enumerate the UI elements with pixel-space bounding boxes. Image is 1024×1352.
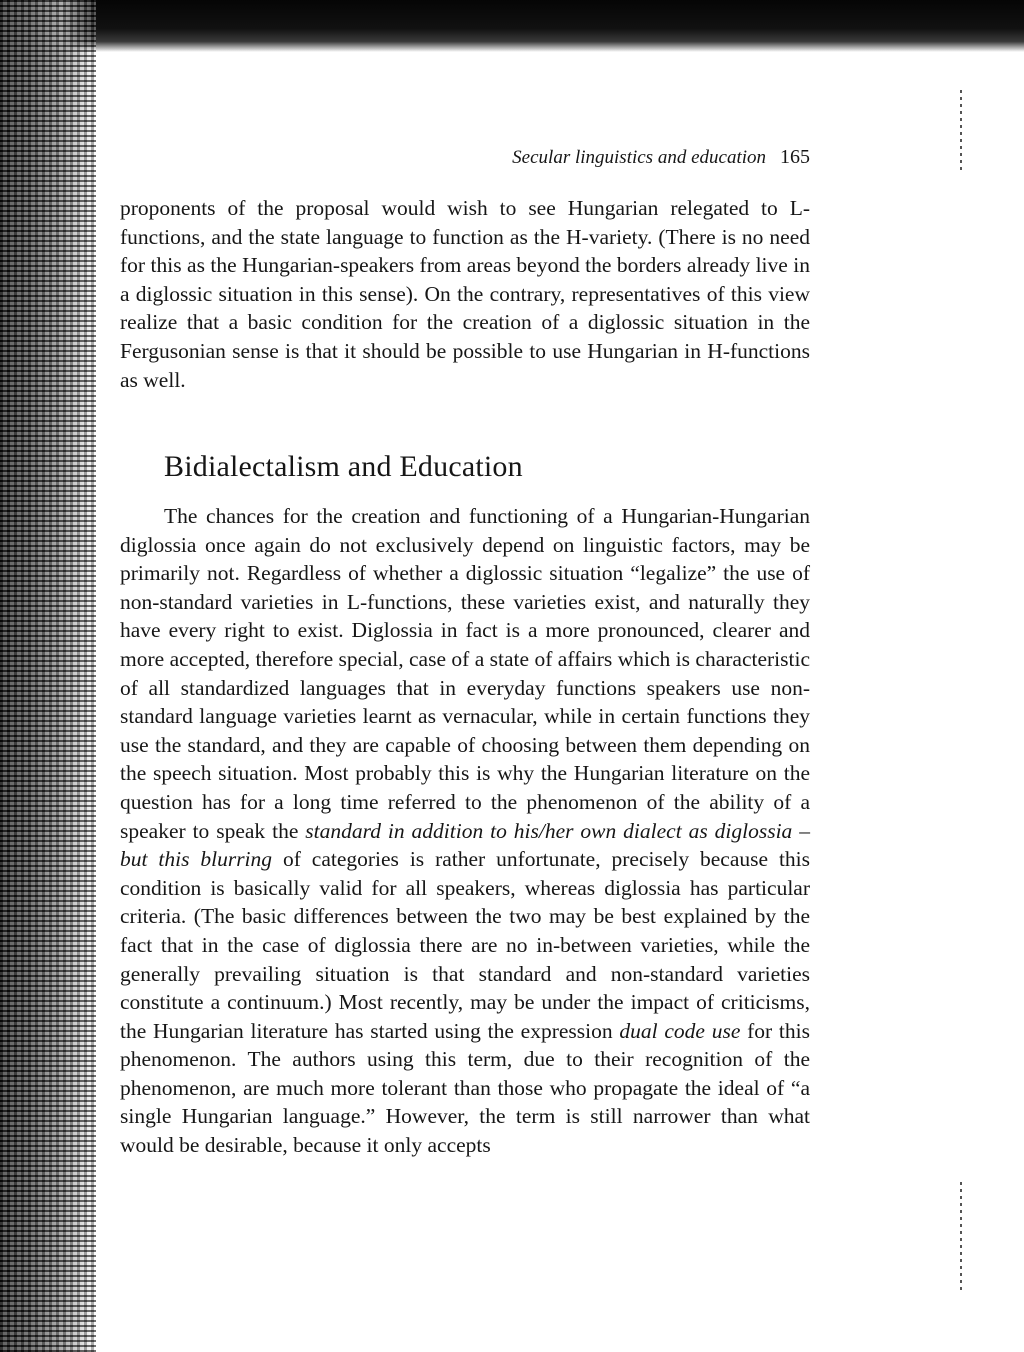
section-paragraph-text-2: of categories is rather unfortunate, precisely because this condition is basically valid for all speakers, whereas diglossia has particular criteria. (The basic differences between the two may be best explained by the fact that in the case of diglossia there are no in-between varieties, while the generally prevailing situation is that standard and non-standard varieties constitute a continuum.) Most recently, may be under the impact of criticisms, the Hungarian literature has started using the expression [120, 847, 811, 1043]
running-head-title: Secular linguistics and education [512, 147, 766, 168]
section-heading: Bidialectalism and Education [164, 450, 523, 483]
scan-artifact-right-lower [960, 1180, 962, 1290]
section-paragraph-text-3: for this phenomenon. The authors using this term, due to their recognition of the phenomenon, are much more tolerant than those who propagate the ideal of “a single Hungarian language.” However, the term is still narrower than what would be desirable, because it only accepts [120, 1018, 810, 1158]
section-paragraph [120, 502, 810, 1160]
page-number: 165 [780, 146, 810, 168]
section-paragraph-text-1: The chances for the creation and functioning of a Hungarian-Hungarian diglossia once again do not exclusively depend on linguistic factors, may be primarily not. Regardless of whether a diglossic situation “legalize” the use of non-standard varieties in L-functions, these varieties exist, and naturally they have every right to exist. Diglossia in fact is a more pronounced, clearer and more accepted, therefore special, case of a state of affairs which is characteristic of all standardized languages that in everyday functions speakers use non-standard language varieties learnt as vernacular, while in certain functions they use the standard, and they are capable of choosing between them depending on the speech situation. Most probably this is why the Hungarian literature on the question has for a long time referred to the phenomenon of the ability of a speaker to speak the [120, 504, 810, 843]
running-head [120, 146, 810, 169]
scan-shadow-binding [0, 0, 96, 1352]
intro-paragraph: proponents of the proposal would wish to see Hungarian relegated to L-functions, and the state language to function as the H-variety. (There is no need for this as the Hungarian-speakers from areas beyond the borders already live in a diglossic situation in this sense). On the contrary, representatives of this view realize that a basic condition for the creation of a diglossic situation in the Fergusonian sense is that it should be possible to use Hungarian in H-functions as well. [120, 196, 810, 392]
section-paragraph-italic-1: standard in addition to his/her own dialect as diglossia – but this blurring [120, 818, 810, 872]
scan-artifact-right-upper [960, 90, 962, 170]
section-paragraph-italic-2: dual code use [619, 1018, 741, 1043]
scan-shadow-top [0, 0, 1024, 52]
